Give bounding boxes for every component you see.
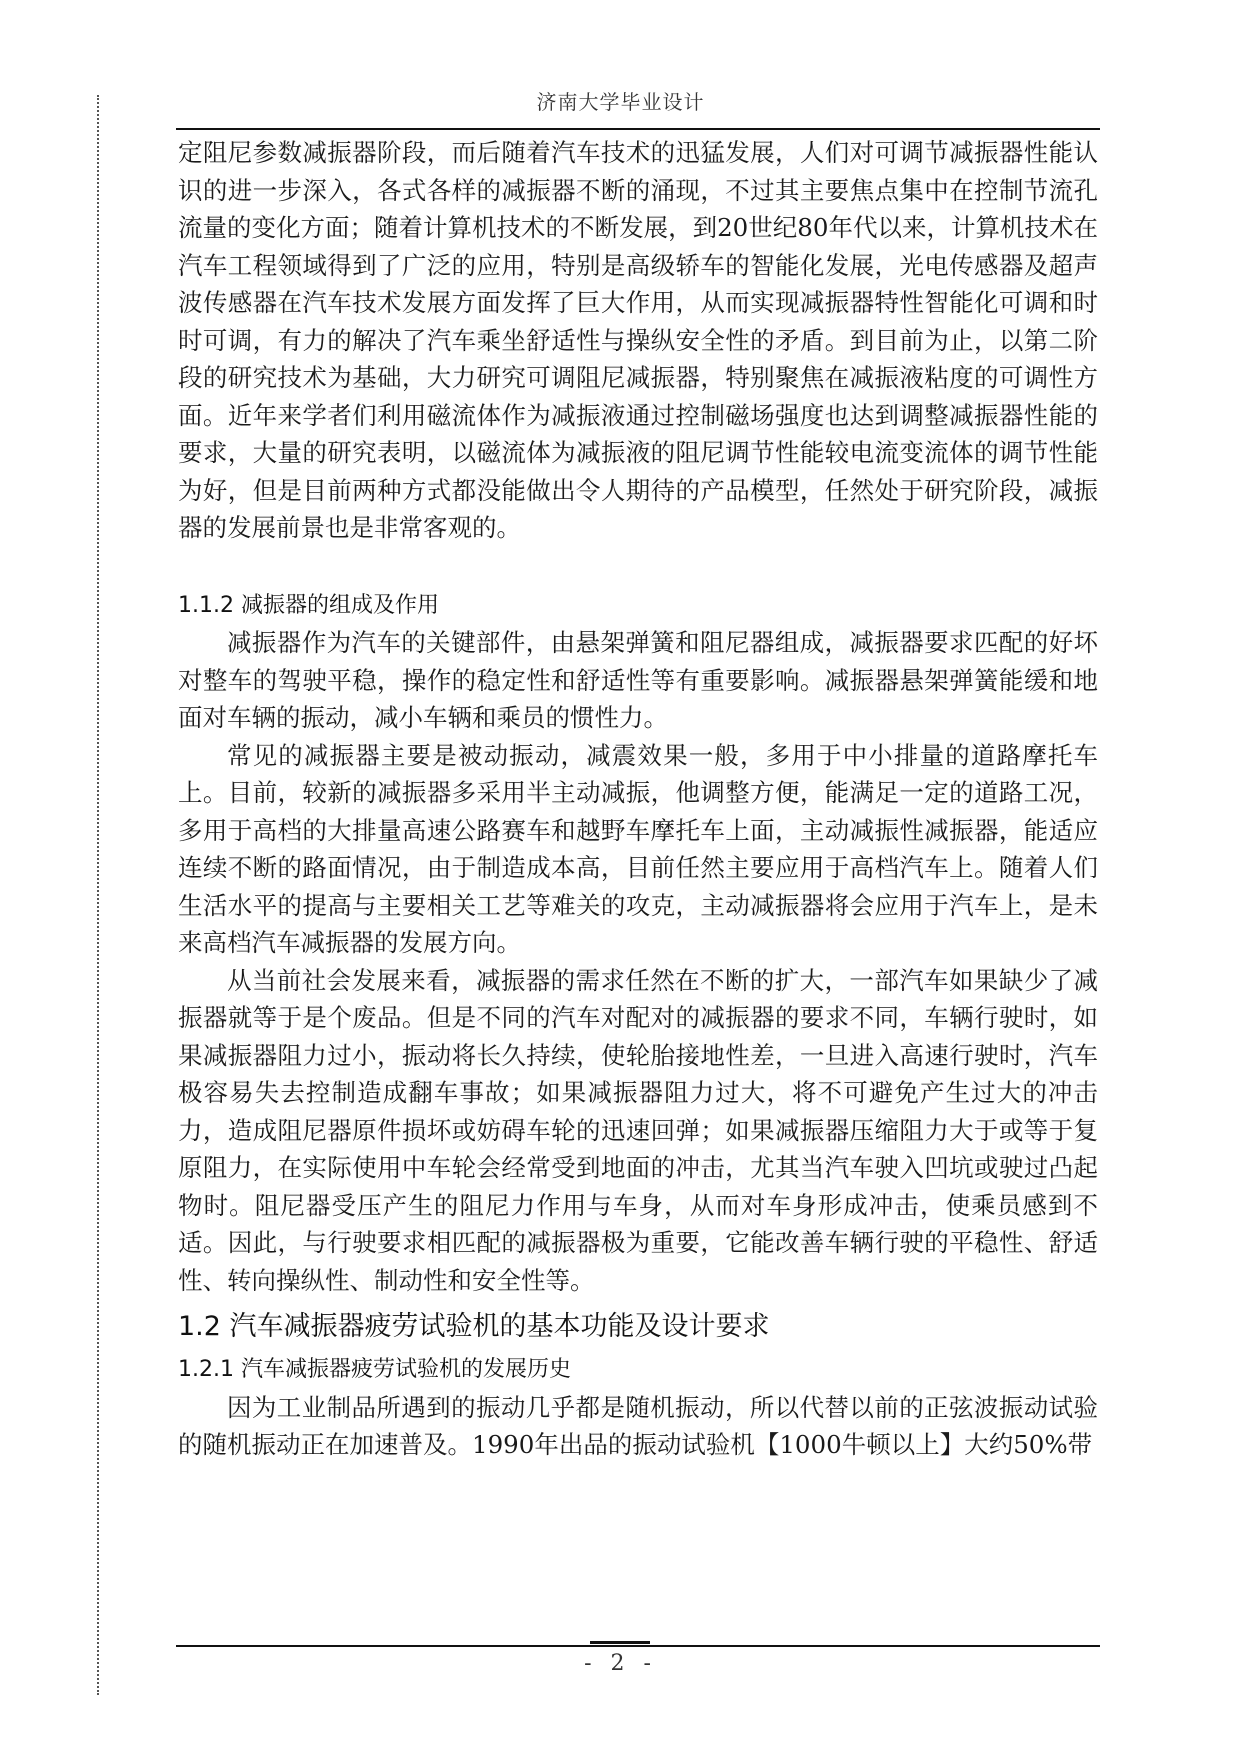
section-heading-1-2: 1.2 汽车减振器疲劳试验机的基本功能及设计要求 [178, 1311, 770, 1342]
page-number: - 2 - [584, 1651, 657, 1676]
header-rule [176, 128, 1100, 130]
section-heading-1-2-1: 1.2.1 汽车减振器疲劳试验机的发展历史 [178, 1357, 571, 1382]
footer-rule [176, 1645, 1100, 1647]
section-heading-1-1-2: 1.1.2 减振器的组成及作用 [178, 592, 439, 618]
paragraph-composition: 减振器作为汽车的关键部件，由悬架弹簧和阻尼器组成，减振器要求匹配的好坏对整车的驾驶平稳，操作的稳定性和舒适性等有重要影响。减振器悬架弹簧能缓和地面对车辆的振动，减小车辆和乘员的惯性力。 [178, 628, 1098, 732]
binding-dotted-line [97, 95, 99, 1695]
page-header-title: 济南大学毕业设计 [536, 90, 705, 114]
paragraph-social-demand: 从当前社会发展来看，减振器的需求任然在不断的扩大，一部汽车如果缺少了减振器就等于是个废品。但是不同的汽车对配对的减振器的要求不同，车辆行驶时，如果减振器阻力过小，振动将长久持续，使轮胎接地性差，一旦进入高速行驶时，汽车极容易失去控制造成翻车事故；如果减振器阻力过大，将不可避免产生过大的冲击力，造成阻尼器原件损坏或妨碍车轮的迅速回弹；如果减振器压缩阻力大于或等于复原阻力，在实际使用中车轮会经常受到地面的冲击，尤其当汽车驶入凹坑或驶过凸起物时。阻尼器受压产生的阻尼力作用与车身，从而对车身形成冲击，使乘员感到不适。因此，与行驶要求相匹配的减振器极为重要，它能改善车辆行驶的平稳性、舒适性、转向操纵性、制动性和安全性等。 [178, 965, 1098, 1295]
paragraph-intro: 定阻尼参数减振器阶段，而后随着汽车技术的迅猛发展，人们对可调节减振器性能认识的进一步深入，各式各样的减振器不断的涌现，不过其主要焦点集中在控制节流孔流量的变化方面；随着计算机技术的不断发展，到20世纪80年代以来，计算机技术在汽车工程领域得到了广泛的应用，特别是高级轿车的智能化发展，光电传感器及超声波传感器在汽车技术发展方面发挥了巨大作用，从而实现减振器特性智能化可调和时时可调，有力的解决了汽车乘坐舒适性与操纵安全性的矛盾。到目前为止，以第二阶段的研究技术为基础，大力研究可调阻尼减振器，特别聚焦在减振液粘度的可调性方面。近年来学者们利用磁流体作为减振液通过控制磁场强度也达到调整减振器性能的要求，大量的研究表明，以磁流体为减振液的阻尼调节性能较电流变流体的调节性能为好，但是目前两种方式都没能做出令人期待的产品模型，任然处于研究阶段，减振器的发展前景也是非常客观的。 [178, 138, 1098, 542]
page-body [178, 134, 1098, 1464]
paragraph-common-dampers: 常见的减振器主要是被动振动，减震效果一般，多用于中小排量的道路摩托车上。目前，较新的减振器多采用半主动减振，他调整方便，能满足一定的道路工况，多用于高档的大排量高速公路赛车和越野车摩托车上面，主动减振性减振器，能适应连续不断的路面情况，由于制造成本高，目前任然主要应用于高档汽车上。随着人们生活水平的提高与主要相关工艺等难关的攻克，主动减振器将会应用于汽车上，是未来高档汽车减振器的发展方向。 [178, 740, 1098, 957]
footer-rule-accent [590, 1641, 650, 1644]
paragraph-history: 因为工业制品所遇到的振动几乎都是随机振动，所以代替以前的正弦波振动试验的随机振动正在加速普及。1990年出品的振动试验机【1000牛顿以上】大约50%带 [178, 1392, 1098, 1459]
